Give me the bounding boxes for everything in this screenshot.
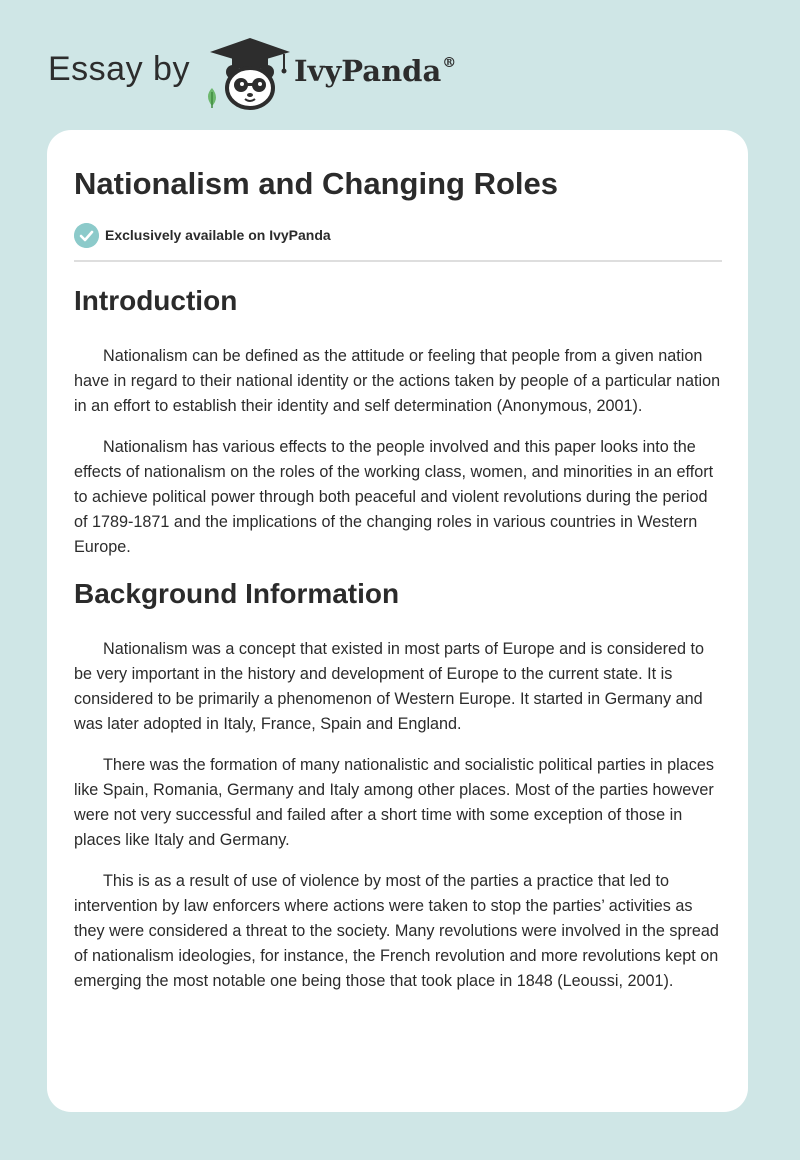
registered-mark: ® [442, 55, 457, 71]
article-title: Nationalism and Changing Roles [74, 166, 558, 201]
section-heading-introduction: Introduction [74, 285, 238, 316]
brand-name[interactable]: IvyPanda® [294, 54, 457, 88]
article-card [47, 130, 748, 1112]
paragraph: Nationalism was a concept that existed in most parts of Europe and is considered to be very important in the history and development of Europe to the current state. It is considered to be primarily a phenomenon of Western Europe. It started in Germany and was later adopted in Italy, France, Spain and England. [74, 640, 705, 733]
paragraph: This is as a result of use of violence by most of the parties a practice that led to intervention by law enforcers where actions were taken to stop the parties’ activities as they were considered a threat to the society. Many revolutions were involved in the spread of nationalism ideologies, for instance, the French revolution and more revolutions kept on emerging the most notable one being those that took place in 1848 (Leoussi, 2001). [74, 872, 719, 990]
site-header [48, 34, 508, 114]
paragraph: Nationalism has various effects to the people involved and this paper looks into the effects of nationalism on the roles of the working class, women, and minorities in an effort to achieve political power through both peaceful and violent revolutions during the period of 1789-1871 and the implications of the changing roles in various countries in Western Europe. [74, 438, 714, 556]
divider [74, 260, 722, 262]
paragraph: There was the formation of many nationalistic and socialistic political parties in places like Spain, Romania, Germany and Italy among other places. Most of the parties however were not very successful and failed after a short time with some exception of those in places like Italy and Germany. [74, 756, 714, 849]
badge-text: Exclusively available on IvyPanda [105, 227, 331, 243]
paragraph: Nationalism can be defined as the attitude or feeling that people from a given nation have in regard to their national identity or the actions taken by people of a particular nation in an effort to establish their identity and self determination (Anonymous, 2001). [74, 347, 721, 415]
section-heading-background: Background Information [74, 578, 400, 609]
essay-by-label: Essay by [48, 50, 190, 88]
panda-logo-icon[interactable] [202, 36, 298, 110]
exclusive-badge [74, 222, 722, 248]
check-icon [74, 223, 99, 248]
